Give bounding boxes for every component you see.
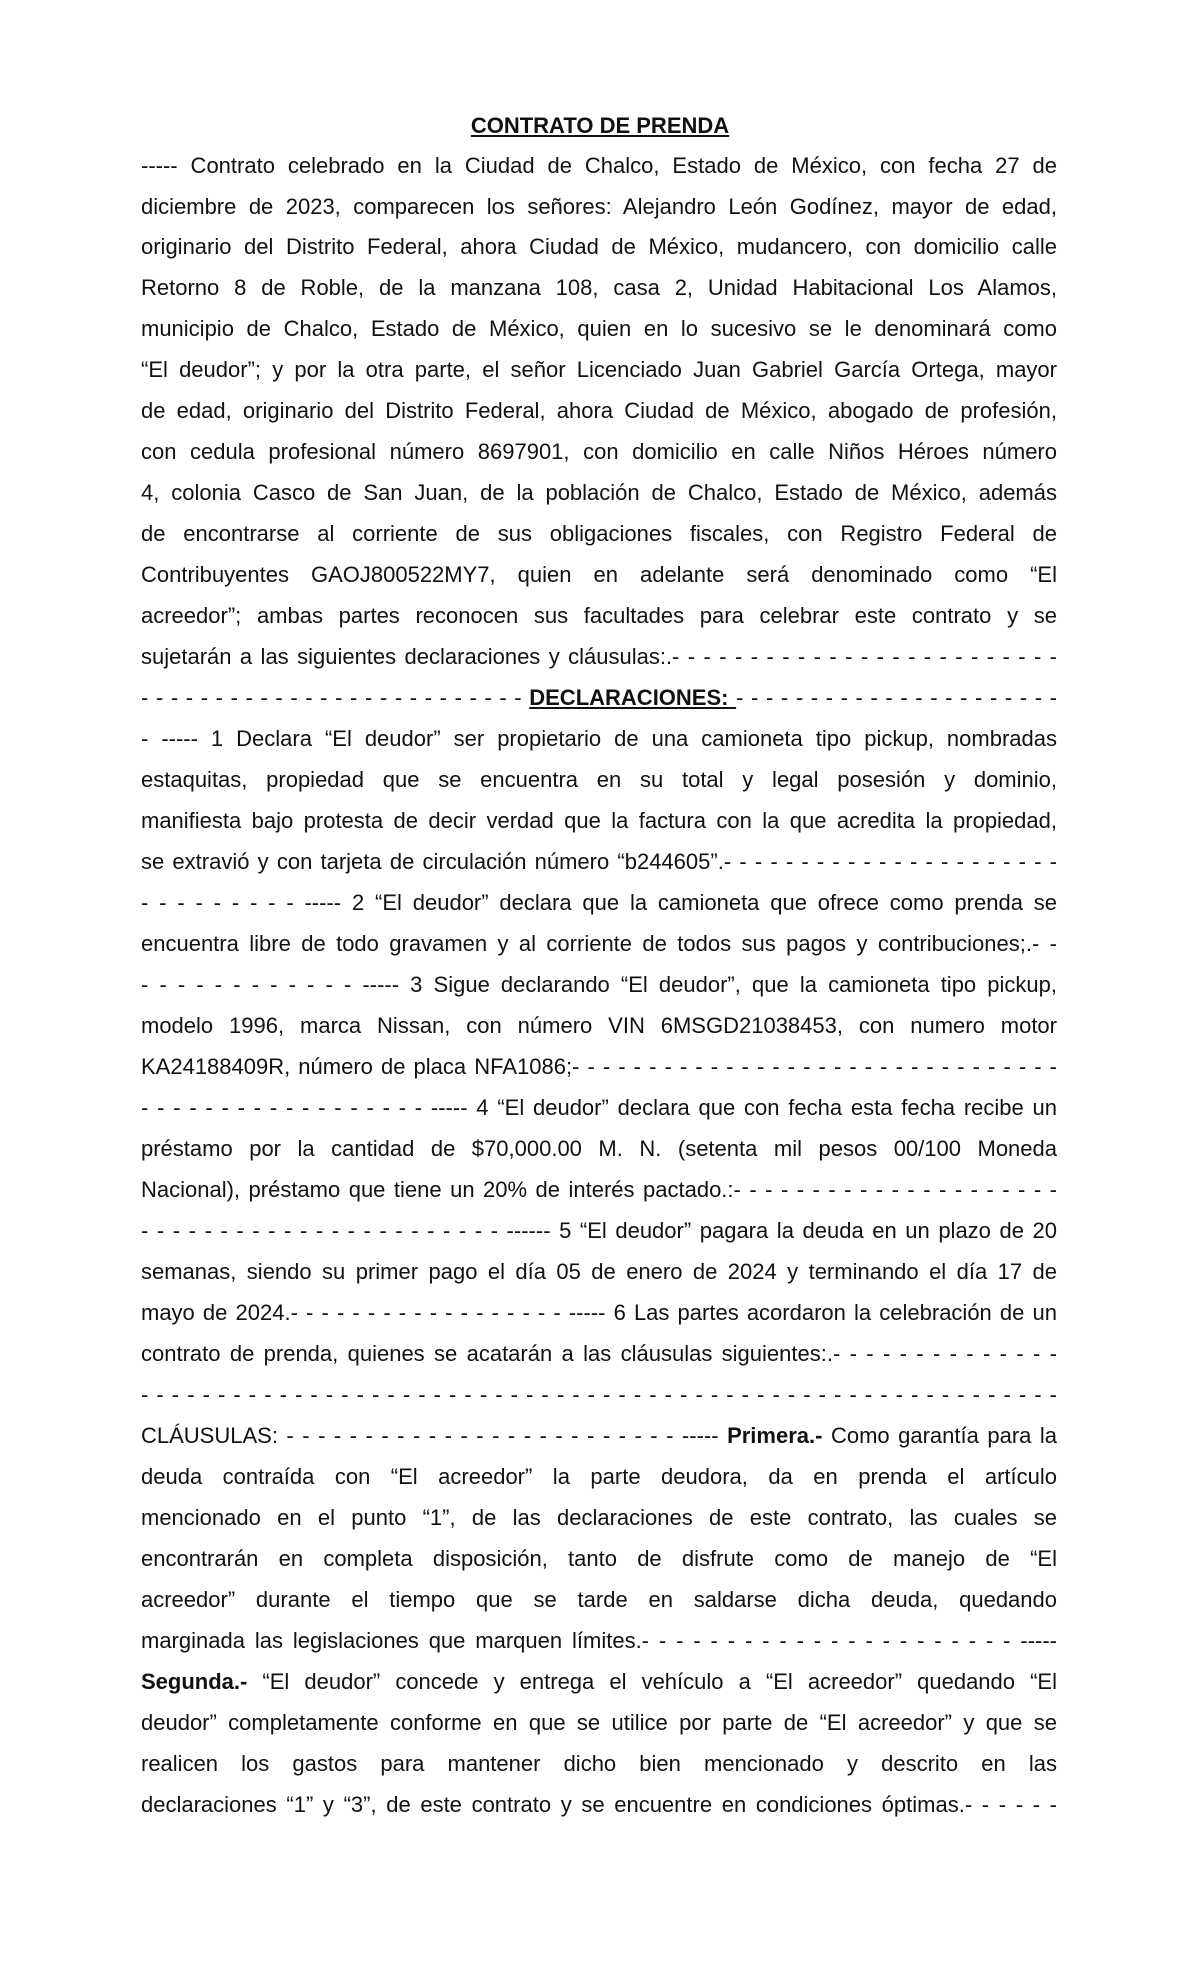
text-line: [141, 1625, 1057, 1656]
text-line: [141, 1379, 1057, 1410]
text-line: [141, 1133, 1057, 1164]
text-line: [141, 928, 1057, 959]
line-text: encuentra libre de todo gravamen y al corriente de todos sus pagos y contribuciones;.- -: [141, 931, 1057, 956]
line-text: manifiesta bajo protesta de decir verdad que la factura con la que acredita la propiedad,: [141, 808, 1057, 833]
text-line: [141, 641, 1057, 672]
line-text: - - - - - - - - - - - - ----- 3 Sigue declarando “El deudor”, que la camioneta tipo pickup,: [141, 972, 1057, 997]
line-text: deudor” completamente conforme en que se utilice por parte de “El acreedor” y que se: [141, 1710, 1057, 1735]
text-line: [141, 1215, 1057, 1246]
text-line: [141, 477, 1057, 508]
line-text: Contribuyentes GAOJ800522MY7, quien en adelante será denominado como “El: [141, 562, 1057, 587]
text-line: [141, 1092, 1057, 1123]
line-text: originario del Distrito Federal, ahora Ciudad de México, mudancero, con domicilio calle: [141, 234, 1057, 259]
text-line: [141, 1707, 1057, 1738]
line-text: mayo de 2024.- - - - - - - - - - - - - - - - - - ----- 6 Las partes acordaron la celebración de un: [141, 1300, 1057, 1325]
text-line: [141, 1256, 1057, 1287]
text-line: [141, 1666, 1057, 1697]
text-line: [141, 1297, 1057, 1328]
text-line: [141, 231, 1057, 262]
line-text: realicen los gastos para mantener dicho bien mencionado y descrito en las: [141, 1751, 1057, 1776]
text-line: [141, 395, 1057, 426]
line-text: de edad, originario del Distrito Federal, ahora Ciudad de México, abogado de profesión,: [141, 398, 1057, 423]
line-text: Como garantía para la: [822, 1423, 1057, 1448]
line-text: ----- Contrato celebrado en la Ciudad de Chalco, Estado de México, con fecha 27 de: [141, 153, 1057, 178]
line-text: CLÁUSULAS: - - - - - - - - - - - - - - - - - - - - - - - - - -----: [141, 1423, 728, 1448]
text-line: [141, 191, 1057, 222]
text-line: [141, 1338, 1057, 1369]
text-line: [141, 272, 1057, 303]
clausulas-line: [141, 1420, 1057, 1451]
line-text: - - - - - - - - - - - - - - - - - - - - - - - - - -: [141, 685, 530, 710]
text-line: [141, 313, 1057, 344]
line-text: “El deudor” concede y entrega el vehículo a “El acreedor” quedando “El: [247, 1669, 1057, 1694]
line-text: semanas, siendo su primer pago el día 05 de enero de 2024 y terminando el día 17 de: [141, 1259, 1057, 1284]
line-text: Retorno 8 de Roble, de la manzana 108, casa 2, Unidad Habitacional Los Alamos,: [141, 275, 1057, 300]
text-line: [141, 1461, 1057, 1492]
line-text: acreedor” durante el tiempo que se tarde en saldarse dicha deuda, quedando: [141, 1587, 1057, 1612]
line-text: estaquitas, propiedad que se encuentra en su total y legal posesión y dominio,: [141, 767, 1057, 792]
line-text: - - - - - - - - - - - - - - - - - - - - - - - - - - - - - - - - - - - - - - - - - - - - - - - - - - - - - - - - - - - -: [141, 1382, 1057, 1407]
line-text: marginada las legislaciones que marquen límites.- - - - - - - - - - - - - - - - - - - - - - -----: [141, 1628, 1057, 1653]
text-line: [141, 1789, 1057, 1820]
line-text: se extravió y con tarjeta de circulación número “b244605”.- - - - - - - - - - - - - - - - - - - - - -: [141, 849, 1057, 874]
text-line: [141, 805, 1057, 836]
text-line: [141, 1502, 1057, 1533]
line-text: acreedor”; ambas partes reconocen sus facultades para celebrar este contrato y se: [141, 603, 1057, 628]
line-text: préstamo por la cantidad de $70,000.00 M. N. (setenta mil pesos 00/100 Moneda: [141, 1136, 1057, 1161]
text-line: [141, 1584, 1057, 1615]
line-text: con cedula profesional número 8697901, con domicilio en calle Niños Héroes número: [141, 439, 1057, 464]
line-text: - - - - - - - - - - - - - - - - - - - - - -: [736, 685, 1057, 710]
text-line: [141, 1543, 1057, 1574]
line-text: - - - - - - - - - - - - - - - - - - ----- 4 “El deudor” declara que con fecha esta fecha recibe un: [141, 1095, 1057, 1120]
line-text: sujetarán a las siguientes declaraciones y cláusulas:.- - - - - - - - - - - - - - - - - - - - - - - - -: [141, 644, 1057, 669]
line-text: municipio de Chalco, Estado de México, quien en lo sucesivo se le denominará como: [141, 316, 1057, 341]
line-text: Nacional), préstamo que tiene un 20% de interés pactado.:- - - - - - - - - - - - - - - - - - - - -: [141, 1177, 1057, 1202]
line-text: deuda contraída con “El acreedor” la parte deudora, da en prenda el artículo: [141, 1464, 1057, 1489]
text-line: [141, 600, 1057, 631]
line-text: mencionado en el punto “1”, de las declaraciones de este contrato, las cuales se: [141, 1505, 1057, 1530]
text-line: [141, 764, 1057, 795]
line-text: diciembre de 2023, comparecen los señores: Alejandro León Godínez, mayor de edad,: [141, 194, 1057, 219]
text-line: [141, 1051, 1057, 1082]
clause-segunda-label: Segunda.-: [141, 1669, 248, 1694]
line-text: declaraciones “1” y “3”, de este contrato y se encuentre en condiciones óptimas.- - - - - -: [141, 1792, 1057, 1817]
document-title: CONTRATO DE PRENDA: [470, 113, 730, 138]
text-line: [141, 1748, 1057, 1779]
line-text: de encontrarse al corriente de sus obligaciones fiscales, con Registro Federal de: [141, 521, 1057, 546]
line-text: modelo 1996, marca Nissan, con número VIN 6MSGD21038453, con numero motor: [141, 1013, 1057, 1038]
line-text: encontrarán en completa disposición, tanto de disfrute como de manejo de “El: [141, 1546, 1057, 1571]
text-line: [141, 1174, 1057, 1205]
text-line: [141, 969, 1057, 1000]
text-line: [141, 436, 1057, 467]
text-line: [141, 518, 1057, 549]
line-text: - - - - - - - - - - - - - - - - - - - - - - - ------ 5 “El deudor” pagara la deuda en un plazo de 20: [141, 1218, 1057, 1243]
text-line: [141, 150, 1057, 181]
text-line: [141, 354, 1057, 385]
text-line: [141, 723, 1057, 754]
line-text: - ----- 1 Declara “El deudor” ser propietario de una camioneta tipo pickup, nombradas: [141, 726, 1057, 751]
text-line: [141, 1010, 1057, 1041]
line-text: 4, colonia Casco de San Juan, de la población de Chalco, Estado de México, además: [141, 480, 1057, 505]
line-text: contrato de prenda, quienes se acatarán a las cláusulas siguientes:.- - - - - - - - - - - - - -: [141, 1341, 1057, 1366]
declaraciones-heading-line: [141, 682, 1057, 713]
text-line: [141, 846, 1057, 877]
clause-primera-label: Primera.-: [727, 1423, 823, 1448]
line-text: “El deudor”; y por la otra parte, el señor Licenciado Juan Gabriel García Ortega, mayor: [141, 357, 1057, 382]
line-text: - - - - - - - - - ----- 2 “El deudor” declara que la camioneta que ofrece como prenda se: [141, 890, 1057, 915]
text-line: [141, 887, 1057, 918]
declaraciones-heading: DECLARACIONES:: [529, 685, 737, 710]
text-line: [141, 559, 1057, 590]
line-text: KA24188409R, número de placa NFA1086;- - - - - - - - - - - - - - - - - - - - - - - - - - - - - - - -: [141, 1054, 1057, 1079]
